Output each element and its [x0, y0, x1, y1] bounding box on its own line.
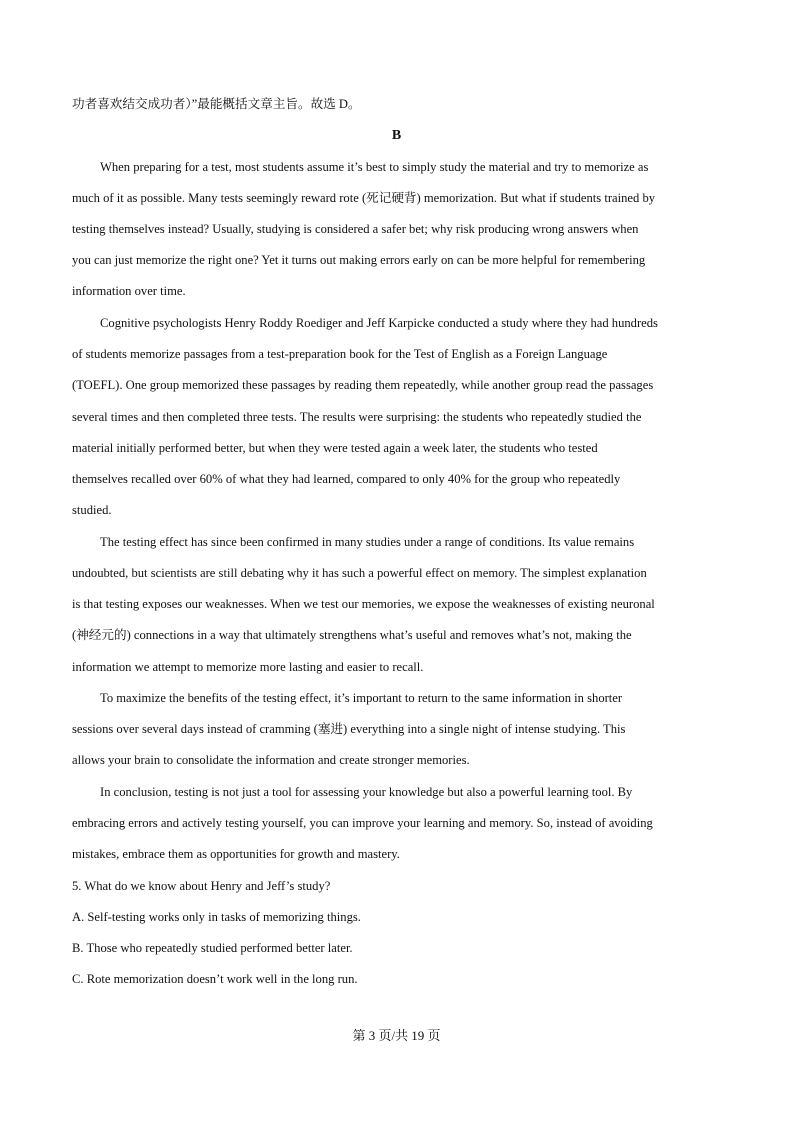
paragraph-2-line-4: several times and then completed three tests. The results were surprising: the students who repeatedly studied the — [72, 410, 642, 424]
paragraph-2-line-7: studied. — [72, 503, 112, 517]
paragraph-5-line-3: mistakes, embrace them as opportunities for growth and mastery. — [72, 847, 400, 861]
option-a: A. Self-testing works only in tasks of memorizing things. — [72, 910, 361, 924]
paragraph-4-line-1: To maximize the benefits of the testing effect, it’s important to return to the same information in shorter — [100, 691, 623, 705]
paragraph-3-line-3: is that testing exposes our weaknesses. When we test our memories, we expose the weaknesses of existing neuronal — [72, 597, 655, 611]
section-title: B — [391, 128, 402, 143]
paragraph-5-line-1: In conclusion, testing is not just a tool for assessing your knowledge but also a powerful learning tool. By — [100, 785, 633, 799]
question-stem: 5. What do we know about Henry and Jeff’s study? — [72, 879, 331, 893]
paragraph-2-line-1: Cognitive psychologists Henry Roddy Roediger and Jeff Karpicke conducted a study where they had hundreds — [100, 316, 658, 330]
paragraph-2-line-6: themselves recalled over 60% of what they had learned, compared to only 40% for the group who repeatedly — [72, 472, 621, 486]
paragraph-1-line-2: much of it as possible. Many tests seemingly reward rote (死记硬背) memorization. But what if students trained by — [72, 191, 656, 205]
paragraph-1-line-3: testing themselves instead? Usually, studying is considered a safer bet; why risk producing wrong answers when — [72, 222, 639, 236]
page-footer: 第 3 页/共 19 页 — [352, 1028, 441, 1043]
paragraph-3-line-2: undoubted, but scientists are still debating why it has such a powerful effect on memory. The simplest explanation — [72, 566, 647, 580]
option-c: C. Rote memorization doesn’t work well in the long run. — [72, 972, 358, 986]
paragraph-3-line-5: information we attempt to memorize more lasting and easier to recall. — [72, 660, 424, 674]
option-b: B. Those who repeatedly studied performed better later. — [72, 941, 353, 955]
paragraph-1-line-5: information over time. — [72, 284, 186, 298]
paragraph-2-line-2: of students memorize passages from a test-preparation book for the Test of English as a Foreign Language — [72, 347, 608, 361]
paragraph-4-line-2: sessions over several days instead of cramming (塞进) everything into a single night of intense studying. This — [72, 722, 626, 736]
paragraph-3-line-4: (神经元的) connections in a way that ultimately strengthens what’s useful and removes what’s not, making the — [72, 628, 632, 642]
paragraph-2-line-5: material initially performed better, but when they were tested again a week later, the students who tested — [72, 441, 598, 455]
paragraph-4-line-3: allows your brain to consolidate the information and create stronger memories. — [72, 753, 470, 767]
paragraph-1-line-4: you can just memorize the right one? Yet it turns out making errors early on can be more helpful for remembering — [72, 253, 646, 267]
paragraph-1-line-1: When preparing for a test, most students assume it’s best to simply study the material and try to memorize as — [100, 160, 649, 174]
previous-answer-line: 功者喜欢结交成功者）”最能概括文章主旨。故选 D。 — [72, 97, 361, 111]
paragraph-3-line-1: The testing effect has since been confirmed in many studies under a range of conditions. Its value remains — [100, 535, 635, 549]
paragraph-2-line-3: (TOEFL). One group memorized these passages by reading them repeatedly, while another group read the passages — [72, 378, 654, 392]
paragraph-5-line-2: embracing errors and actively testing yourself, you can improve your learning and memory. So, instead of avoiding — [72, 816, 653, 830]
